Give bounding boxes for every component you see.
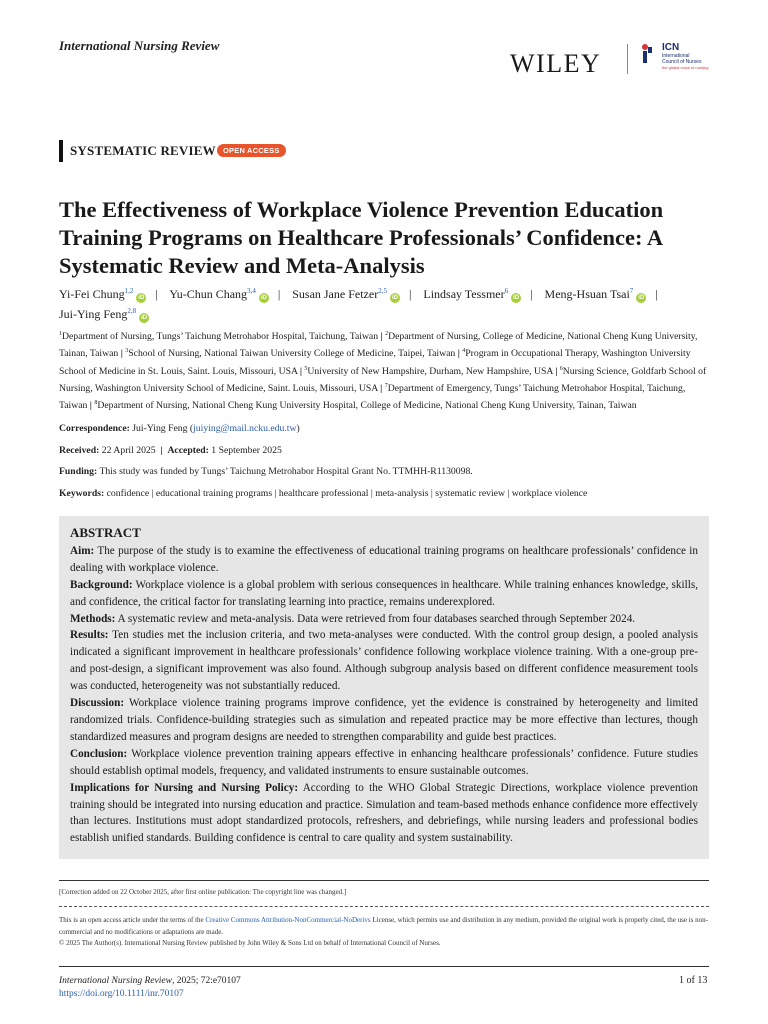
author[interactable]: Yu-Chun Chang$^{3,4}$iD bbox=[169, 287, 267, 301]
partner-tagline: the global voice of nursing bbox=[662, 65, 709, 70]
divider bbox=[59, 880, 709, 881]
affiliations: $^1$Department of Nursing, Tungs’ Taichung Metrohabor Hospital, Taichung, Taiwan | $^2$Department of Nursing, College of Medicine, National Cheng Kung University, Tainan, Taiwan | $^3$School of Nursing, National Taiwan University College of Medicine, Taipei, Taiwan | $^4$Program in Occupational Therapy, Washington University School of Medicine in St. Louis, Saint. Louis, Missouri, USA | $^5$University of New Hampshire, Durham, New Hampshire, USA | $^6$Nursing Science, Goldfarb School of Nursing, Washington University School of Medicine, Saint. Louis, Missouri, USA | $^7$Department of Emergency, Tungs’ Taichung Metrohabor Hospital, Taichung, Taiwan | $^8$Department of Nursing, National Cheng Kung University Hospital, College of Medicine, National Cheng Kung University, Tainan, Taiwan bbox=[59, 331, 707, 412]
orcid-icon[interactable]: iD bbox=[141, 315, 148, 321]
publisher-logo: WILEY bbox=[510, 49, 602, 78]
author[interactable]: Meng-Hsuan Tsai$^7$iD bbox=[544, 287, 645, 301]
doi-link[interactable]: https://doi.org/10.1111/inr.70107 bbox=[59, 988, 184, 999]
abstract-aim: Aim: The purpose of the study is to examine the effectiveness of educational training programs on healthcare professionals’ confidence in dealing with workplace violence. bbox=[70, 544, 698, 574]
email-link[interactable]: juiying@mail.ncku.edu.tw bbox=[193, 423, 297, 434]
partner-name-2: Council of Nurses bbox=[662, 59, 702, 65]
correspondence: Correspondence: Jui-Ying Feng (juiying@mail.ncku.edu.tw) bbox=[59, 423, 300, 434]
partner-logo-text bbox=[662, 42, 708, 71]
license-text: This is an open access article under the terms of the Creative Commons Attribution-NonCommercial-NoDerivs License, which permits use and distribution in any medium, provided the original work is properly cited, the use is non-commercial and no modifications or adaptations are made. © 2025 The Author(s). International Nursing Review published by John Wiley & Sons Ltd on behalf of International Council of Nurses. bbox=[59, 916, 708, 947]
author-list: Yi-Fei Chung$^{1,2}$iD | Yu-Chun Chang$^{3,4}$iD | Susan Jane Fetzer$^{2,5}$iD | Lindsay Tessmer$^6$iD | Meng-Hsuan Tsai$^7$iD | Jui-Ying Feng$^{2,8}$iD bbox=[59, 287, 658, 321]
copyright: © 2025 The Author(s). International Nursing Review published by John Wiley & Sons Ltd on behalf of International Council of Nurses. bbox=[59, 939, 441, 947]
orcid-icon[interactable]: iD bbox=[391, 295, 398, 301]
icn-logo-icon bbox=[640, 43, 654, 65]
orcid-icon[interactable]: iD bbox=[513, 295, 520, 301]
abstract-box bbox=[59, 516, 709, 859]
orcid-icon[interactable]: iD bbox=[260, 295, 267, 301]
dates: Received: 22 April 2025 | Accepted: 1 September 2025 bbox=[59, 445, 282, 456]
funding: Funding: This study was funded by Tungs’ Taichung Metrohabor Hospital Grant No. TTMHH-R1130098. bbox=[59, 466, 473, 477]
author[interactable]: Susan Jane Fetzer$^{2,5}$iD bbox=[292, 287, 398, 301]
open-access-badge: OPEN ACCESS bbox=[217, 144, 286, 157]
section-bar bbox=[59, 140, 63, 162]
orcid-icon[interactable]: iD bbox=[638, 295, 645, 301]
journal-name: International Nursing Review bbox=[59, 38, 220, 53]
article-title: The Effectiveness of Workplace Violence Prevention Education Training Programs on Healthcare Professionals’ Confidence: A Systematic Review and Meta-Analysis bbox=[59, 197, 664, 278]
page-number: 1 of 13 bbox=[679, 975, 708, 986]
partner-name-1: International bbox=[662, 53, 690, 59]
abstract-heading: ABSTRACT bbox=[70, 525, 141, 540]
license-link[interactable]: Creative Commons Attribution-NonCommercial-NoDerivs bbox=[205, 916, 371, 924]
partner-abbr: ICN bbox=[662, 42, 680, 53]
divider bbox=[59, 906, 709, 907]
abstract-background: Background: Workplace violence is a global problem with serious consequences in healthcare. While training enhances knowledge, skills, and confidence, the critical factor for translating learning into practice, remains underexplored. bbox=[70, 578, 698, 608]
correction-note: [Correction added on 22 October 2025, after first online publication: The copyright line was changed.] bbox=[59, 888, 347, 896]
author[interactable]: Yi-Fei Chung$^{1,2}$iD bbox=[59, 287, 145, 301]
keywords: Keywords: confidence | educational training programs | healthcare professional | meta-analysis | systematic review | workplace violence bbox=[59, 488, 588, 499]
orcid-icon[interactable]: iD bbox=[138, 295, 145, 301]
abstract-discussion: Discussion: Workplace violence training programs improve confidence, yet the evidence is constrained by heterogeneity and limited randomized trials. Confidence-building strategies such as simulation and repeated practice may be more effective than lectures, though standardized measures and program designs are needed to strengthen comparability and guide best practices. bbox=[70, 697, 698, 743]
abstract-results: Results: Ten studies met the inclusion criteria, and two meta-analyses were conducted. With the control group design, a pooled analysis indicated a significant improvement in healthcare professionals’ confidence following workplace violence training. With a one-group pre- and post-design, a significant improvement was also found. Although subgroup analysis based on different confidence measurement tools was conducted, heterogeneity was not substantially reduced. bbox=[70, 629, 698, 693]
author[interactable]: Lindsay Tessmer$^6$iD bbox=[423, 287, 520, 301]
article-type: SYSTEMATIC REVIEW bbox=[70, 143, 216, 158]
abstract-conclusion: Conclusion: Workplace violence prevention training appears effective in enhancing healthcare professionals’ confidence. Future studies should establish optimal models, frequency, and validated instruments to ensure sustainable outcomes. bbox=[70, 747, 698, 777]
divider bbox=[59, 966, 709, 967]
abstract-methods: Methods: A systematic review and meta-analysis. Data were retrieved from four databases searched through September 2024. bbox=[70, 612, 636, 625]
author[interactable]: Jui-Ying Feng$^{2,8}$iD bbox=[59, 307, 148, 321]
logo-divider bbox=[627, 44, 628, 74]
citation: International Nursing Review, 2025; 72:e70107 https://doi.org/10.1111/inr.70107 bbox=[59, 976, 241, 999]
abstract-implications: Implications for Nursing and Nursing Policy: According to the WHO Global Strategic Directions, workplace violence prevention training should be integrated into nursing education and practice. Simulation and team-based methods enhance confidence more effectively than lectures. Institutions must adopt standardized protocols, refreshers, and debriefings, while nursing leaders and professional bodies establish unified standards. Building confidence is central to care quality and system sustainability. bbox=[70, 781, 698, 845]
